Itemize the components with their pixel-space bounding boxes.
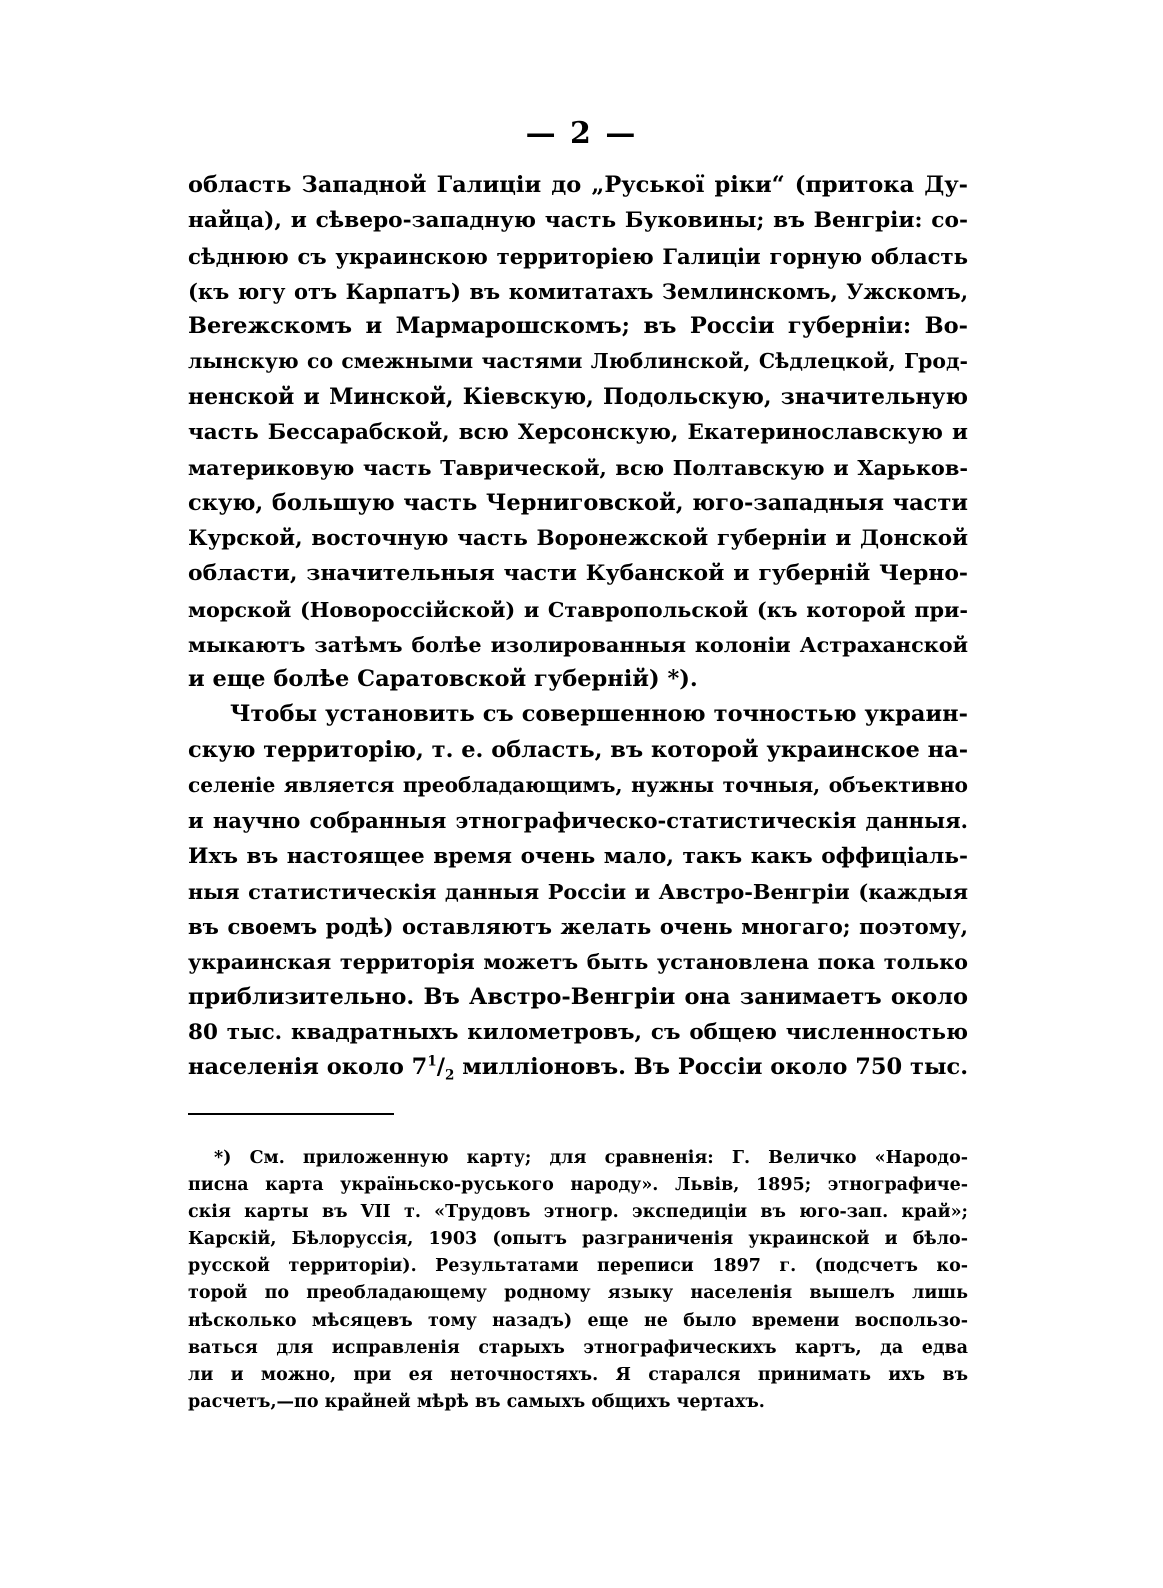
last-line-start: населенія около 7 [188,1054,428,1081]
text-line: Ихъ въ настоящее время очень мало, такъ какъ оффиціаль- [188,843,968,869]
text-line: лынскую со смежными частями Люблинской, Сѣдлецкой, Грод- [188,349,968,374]
text-line: въ своемъ родѣ) оставляютъ желать очень многаго; поэтому, [188,914,968,940]
footnote-line: торой по преобладающему родному языку населенія вышелъ лишь [188,1283,968,1304]
footnote-line: писна карта україньско-руського народу». Львів, 1895; этнографиче- [188,1175,968,1196]
text-line: украинская территорія можетъ быть установлена пока только [188,949,968,974]
text-line: найца), и сѣверо-западную часть Буковины; въ Венгріи: со- [188,208,968,234]
text-line: скую территорію, т. е. область, въ которой украинское на- [188,736,969,763]
footnote-line: Карскій, Бѣлоруссія, 1903 (опытъ разграниченія украинской и бѣло- [188,1229,968,1250]
footnote-line: ваться для исправленія старыхъ этнографическихъ картъ, да едва [188,1337,968,1358]
fraction-slash: / [436,1054,445,1081]
main-text-block [188,168,968,1086]
text-line: часть Бессарабской, всю Херсонскую, Екатеринославскую и [188,420,968,446]
text-line: области, значительныя части Кубанской и губерній Черно- [188,560,968,587]
footnote-line: *) См. приложенную карту; для сравненія: Г. Величко «Народо- [214,1148,968,1168]
text-line: и научно собранныя этнографическо-статистическія данныя. [188,808,968,834]
text-line: материковую часть Таврической, всю Полтавскую и Харьков- [188,455,968,481]
footnote-line: русской территоріи). Результатами переписи 1897 г. (подсчетъ ко- [188,1256,968,1277]
footnote-line: расчетъ,—по крайней мѣрѣ въ самыхъ общихъ чертахъ. [188,1391,765,1412]
text-line: Курской, восточную часть Воронежской губерніи и Донской [188,525,968,551]
text-line: мыкаютъ затѣмъ болѣе изолированныя колоніи Астраханской [188,631,968,657]
text-line: приблизительно. Въ Австро-Венгріи она занимаетъ около [188,983,968,1010]
last-line-end: милліоновъ. Въ Россіи около 750 тыс. [454,1054,969,1081]
fraction-denominator: 2 [444,1067,455,1084]
text-line: скую, большую часть Черниговской, юго-западныя части [188,489,968,516]
footnote-divider [188,1113,394,1115]
text-line: сѣднюю съ украинскою территоріею Галиціи горную область [188,243,968,269]
footnote-line: скія карты въ VII т. «Трудовъ этногр. экспедиціи въ юго-зап. край»; [188,1202,968,1223]
text-line: Berежскомъ и Мармарошскомъ; въ Россіи губерніи: Во- [188,313,968,340]
text-line: ныя статистическія данныя Россіи и Австро-Венгріи (каждыя [188,878,968,904]
text-line: 80 тыс. квадратныхъ километровъ, съ общею численностью [188,1020,968,1046]
fraction-numerator: 1 [427,1053,437,1070]
text-line: селеніе является преобладающимъ, нужны точныя, объективно [188,773,968,798]
text-line: ненской и Минской, Кіевскую, Подольскую, значительную [188,383,968,410]
text-line: область Западной Галиціи до „Руської ріки“ (притока Ду- [188,172,968,198]
text-line: морской (Новороссійской) и Ставропольской (къ которой при- [188,596,968,622]
text-line-last [188,1050,968,1085]
page-number: — 2 — [525,116,638,151]
footnote-block [188,1145,968,1416]
footnote-line: нѣсколько мѣсяцевъ тому назадъ) еще не было времени воспользо- [188,1310,968,1331]
text-line: (къ югу отъ Карпатъ) въ комитатахъ Землинскомъ, Ужскомъ, [188,278,968,304]
footnote-line: ли и можно, при ея неточностяхъ. Я старался принимать ихъ въ [188,1364,968,1385]
text-line: и еще болѣе Саратовской губерній) *). [188,666,698,693]
paragraph-first-line: Чтобы установить съ совершенною точностью украин- [230,701,968,728]
